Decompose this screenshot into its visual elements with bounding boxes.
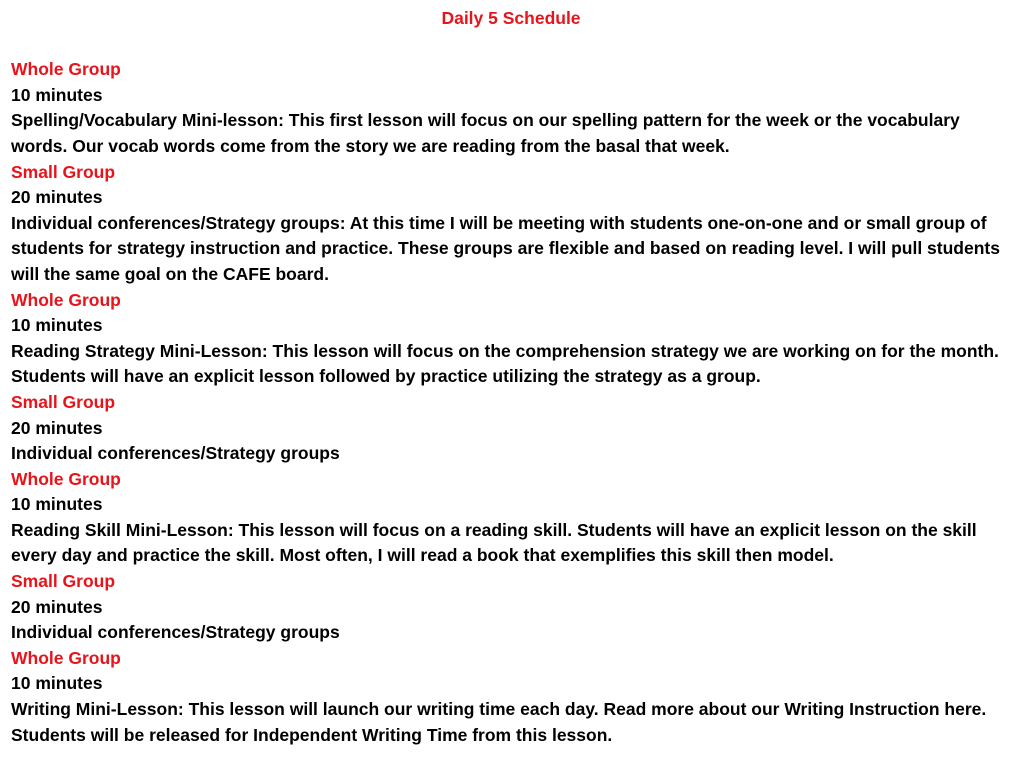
block-description: Spelling/Vocabulary Mini-lesson: This first lesson will focus on our spelling pattern for the week or the vocabulary words. Our vocab words come from the story we are reading from the basal that week. xyxy=(11,110,960,156)
slide-title: Daily 5 Schedule xyxy=(441,8,581,28)
duration-label: 10 minutes xyxy=(11,673,103,694)
block-description: Individual conferences/Strategy groups xyxy=(11,622,340,643)
group-label: Whole Group xyxy=(11,468,121,489)
group-label: Small Group xyxy=(11,161,116,182)
duration-label: 10 minutes xyxy=(11,84,103,105)
duration-label: 20 minutes xyxy=(11,417,103,438)
duration-label: 20 minutes xyxy=(11,187,103,208)
schedule-block xyxy=(11,160,1011,288)
schedule-block xyxy=(11,57,1011,159)
schedule-block xyxy=(11,646,1011,748)
group-label: Whole Group xyxy=(11,289,121,310)
group-label: Small Group xyxy=(11,571,116,592)
duration-label: 10 minutes xyxy=(11,315,103,336)
schedule-block xyxy=(11,467,1011,569)
group-label: Whole Group xyxy=(11,59,121,80)
block-description: Individual conferences/Strategy groups: At this time I will be meeting with students one-on-one and or small group of students for strategy instruction and practice. These groups are flexible and based on reading level. I will pull students will the same goal on the CAFE board. xyxy=(11,212,1000,284)
duration-label: 20 minutes xyxy=(11,596,103,617)
schedule-slide xyxy=(11,6,1011,748)
duration-label: 10 minutes xyxy=(11,494,103,515)
block-description: Writing Mini-Lesson: This lesson will launch our writing time each day. Read more about our Writing Instruction here. Students will be released for Independent Writing Time from this lesson. xyxy=(11,699,987,745)
block-description: Reading Skill Mini-Lesson: This lesson will focus on a reading skill. Students will have an explicit lesson on the skill every day and practice the skill. Most often, I will read a book that exemplifies this skill then model. xyxy=(11,519,977,566)
schedule-block xyxy=(11,288,1011,390)
schedule-block xyxy=(11,390,1011,467)
schedule-block xyxy=(11,569,1011,646)
spacer xyxy=(11,32,1011,58)
group-label: Whole Group xyxy=(11,647,121,668)
block-description: Individual conferences/Strategy groups xyxy=(11,443,340,464)
group-label: Small Group xyxy=(11,391,116,412)
block-description: Reading Strategy Mini-Lesson: This lesson will focus on the comprehension strategy we are working on for the month. Students will have an explicit lesson followed by practice utilizing the strategy as a group. xyxy=(11,340,999,387)
